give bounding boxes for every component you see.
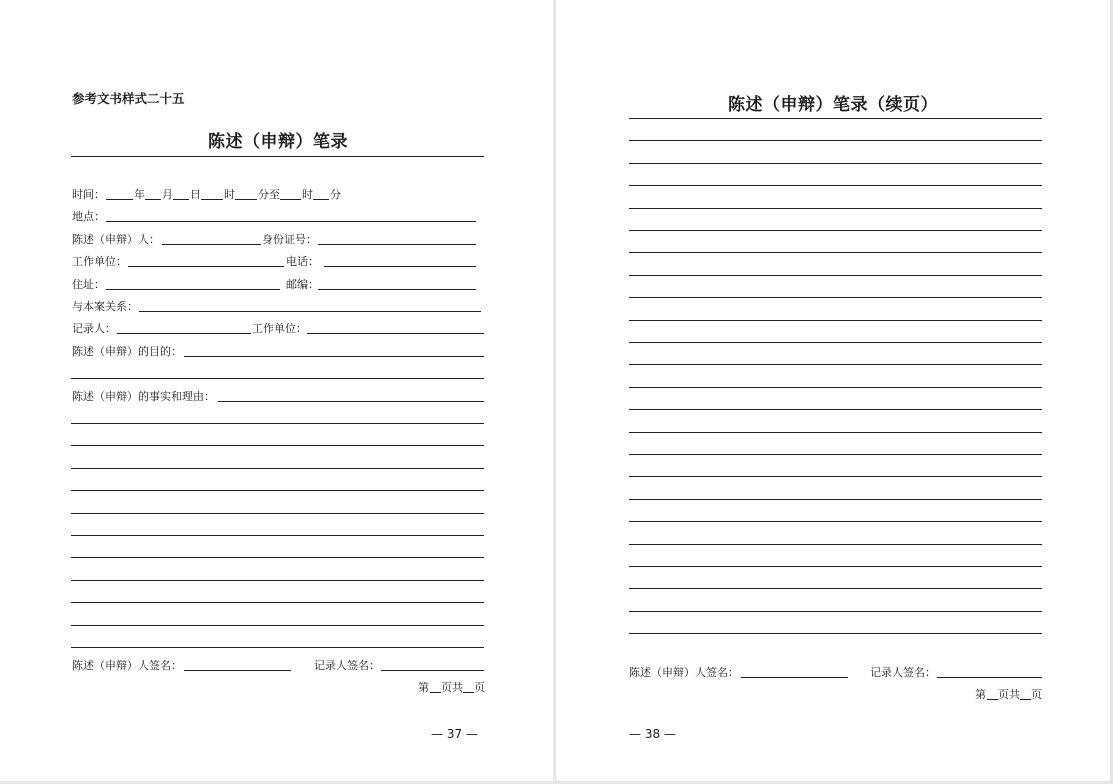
writing-line[interactable] (71, 468, 484, 469)
minute-to-label: 分至 (258, 188, 280, 201)
continuation-title: 陈述（申辩）笔录（续页） (728, 95, 938, 115)
address-label: 住址： (72, 278, 105, 291)
month-label: 月 (162, 188, 173, 201)
recorder-signature-label: 记录人签名： (870, 666, 936, 679)
month-blank[interactable] (145, 199, 161, 200)
time-label: 时间： (72, 188, 105, 201)
writing-line[interactable] (71, 557, 484, 558)
recorder-workplace-label: 工作单位： (252, 322, 307, 335)
writing-line[interactable] (629, 163, 1042, 164)
writing-line[interactable] (71, 423, 484, 424)
page-number: — 38 — (629, 727, 676, 741)
writing-line[interactable] (629, 320, 1042, 321)
writing-line[interactable] (71, 535, 484, 536)
speaker-label: 陈述（申辩）人： (72, 233, 160, 246)
end-hour-label: 时 (302, 188, 313, 201)
recorder-label: 记录人： (72, 322, 116, 335)
speaker-signature-blank[interactable] (184, 670, 291, 671)
writing-line[interactable] (629, 275, 1042, 276)
recorder-signature-label: 记录人签名： (314, 659, 380, 672)
page-count-prefix: 第 (975, 688, 986, 701)
year-label: 年 (134, 188, 145, 201)
writing-line[interactable] (629, 544, 1042, 545)
speaker-signature-blank[interactable] (741, 677, 848, 678)
phone-blank[interactable] (324, 266, 476, 267)
recorder-workplace-blank[interactable] (307, 333, 484, 334)
postcode-label: 邮编： (286, 278, 319, 291)
writing-line[interactable] (629, 454, 1042, 455)
writing-line[interactable] (629, 185, 1042, 186)
speaker-signature-label: 陈述（申辩）人签名： (629, 666, 739, 679)
year-blank[interactable] (106, 199, 133, 200)
template-label: 参考文书样式二十五 (72, 91, 185, 106)
writing-line[interactable] (629, 588, 1042, 589)
speaker-signature-label: 陈述（申辩）人签名： (72, 659, 182, 672)
writing-line[interactable] (629, 521, 1042, 522)
writing-line[interactable] (71, 602, 484, 603)
writing-line[interactable] (71, 647, 484, 648)
page-current-blank[interactable] (430, 692, 441, 693)
writing-line[interactable] (629, 499, 1042, 500)
writing-line[interactable] (71, 490, 484, 491)
writing-line[interactable] (629, 566, 1042, 567)
location-label: 地点： (72, 210, 105, 223)
postcode-blank[interactable] (318, 289, 476, 290)
writing-line[interactable] (71, 513, 484, 514)
day-label: 日 (190, 188, 201, 201)
id-number-blank[interactable] (318, 244, 476, 245)
recorder-signature-blank[interactable] (381, 670, 484, 671)
recorder-blank[interactable] (117, 333, 251, 334)
workplace-label: 工作单位： (72, 255, 127, 268)
purpose-label: 陈述（申辩）的目的： (72, 345, 182, 358)
page-count-suffix: 页 (474, 681, 485, 694)
title-rule (71, 156, 484, 157)
end-minute-label: 分 (330, 188, 341, 201)
end-minute-blank[interactable] (313, 199, 329, 200)
purpose-blank[interactable] (184, 356, 484, 357)
workplace-blank[interactable] (128, 266, 284, 267)
writing-line[interactable] (629, 252, 1042, 253)
relation-blank[interactable] (139, 311, 481, 312)
page-count-middle: 页共 (441, 681, 463, 694)
minute-blank[interactable] (235, 199, 257, 200)
phone-label: 电话： (286, 255, 319, 268)
writing-line[interactable] (71, 580, 484, 581)
hour-blank[interactable] (201, 199, 223, 200)
speaker-blank[interactable] (162, 244, 261, 245)
writing-line[interactable] (629, 297, 1042, 298)
day-blank[interactable] (173, 199, 189, 200)
address-blank[interactable] (106, 289, 280, 290)
writing-line[interactable] (629, 476, 1042, 477)
writing-line[interactable] (71, 445, 484, 446)
id-number-label: 身份证号： (262, 233, 317, 246)
facts-label: 陈述（申辩）的事实和理由： (72, 390, 215, 403)
writing-line[interactable] (629, 230, 1042, 231)
form-title: 陈述（申辩）笔录 (208, 132, 348, 152)
page-current-blank[interactable] (987, 699, 998, 700)
writing-line[interactable] (629, 208, 1042, 209)
facts-blank[interactable] (218, 401, 484, 402)
writing-line[interactable] (629, 432, 1042, 433)
page-total-blank[interactable] (463, 692, 474, 693)
writing-line[interactable] (629, 409, 1042, 410)
page-total-blank[interactable] (1020, 699, 1031, 700)
writing-line[interactable] (629, 342, 1042, 343)
page-count-prefix: 第 (418, 681, 429, 694)
hour-label: 时 (224, 188, 235, 201)
purpose-line[interactable] (71, 378, 484, 379)
writing-line[interactable] (629, 118, 1042, 119)
writing-line[interactable] (629, 364, 1042, 365)
location-blank[interactable] (106, 221, 476, 222)
relation-label: 与本案关系： (72, 300, 138, 313)
page-count-suffix: 页 (1031, 688, 1042, 701)
end-hour-blank[interactable] (280, 199, 301, 200)
recorder-signature-blank[interactable] (937, 677, 1042, 678)
writing-line[interactable] (71, 625, 484, 626)
page-number: — 37 — (431, 727, 478, 741)
writing-line[interactable] (629, 387, 1042, 388)
document-page-right (556, 0, 1110, 781)
writing-line[interactable] (629, 611, 1042, 612)
document-page-left (0, 0, 553, 781)
writing-line[interactable] (629, 140, 1042, 141)
writing-line[interactable] (629, 633, 1042, 634)
page-count-middle: 页共 (998, 688, 1020, 701)
